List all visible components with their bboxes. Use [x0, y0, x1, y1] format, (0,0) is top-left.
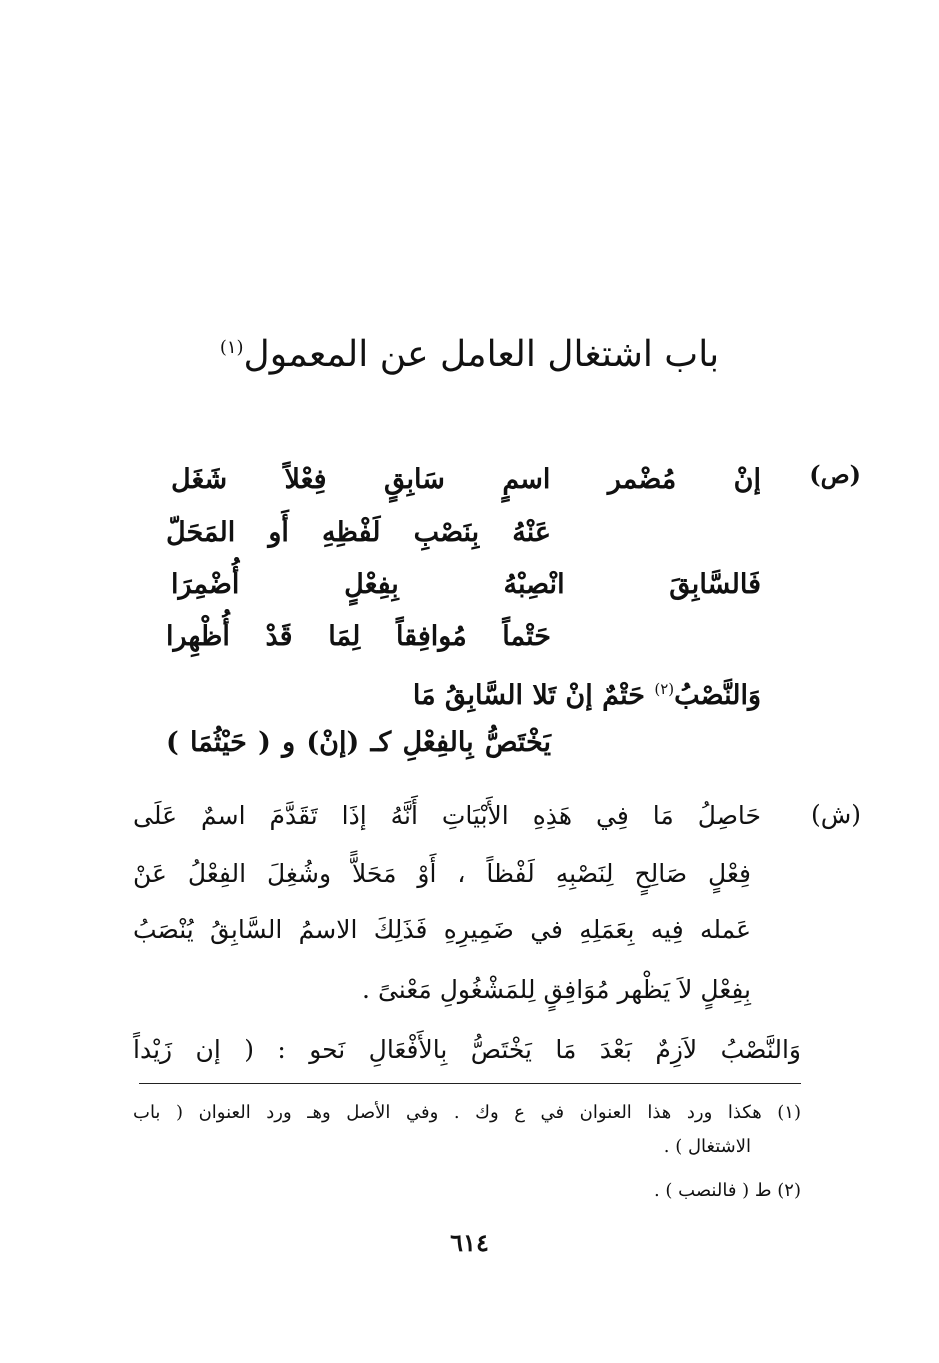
verse-marker: (ص) [809, 460, 861, 489]
verse-line-4: حَتْماً مُوافِقاً لِمَا قَدْ أُظْهِرا [166, 621, 551, 652]
commentary-line-5: وَالنَّصْبُ لاَزِمٌ بَعْدَ مَا يَخْتَصُّ بِالأَفْعَالِ نَحو : ( إن زَيْداً [133, 1035, 801, 1064]
footnote-1-continued: الاشتغال ) . [663, 1136, 751, 1157]
chapter-title-footnote-ref: (١) [219, 337, 244, 358]
commentary-line-2: فِعْلٍ صَالِحٍ لِنَصْبِهِ لَفْظاً ، أَوْ مَحَلاًّ وشُغِلَ الفِعْلُ عَنْ [133, 859, 751, 888]
verse-line-5-start: وَالنَّصْبُ [674, 680, 761, 711]
verse-line-6: يَخْتَصُّ بِالفِعْلِ كـ (إنْ) و ( حَيْثُمَا ) [166, 727, 551, 758]
verse-line-2: عَنْهُ بِنَصْبِ لَفْظِهِ أَو المَحَلّ [166, 517, 551, 548]
footnote-divider [139, 1083, 801, 1084]
verse-line-5 [171, 664, 761, 714]
commentary-line-1: حَاصِلُ مَا فِي هَذِهِ الأَبْيَاتِ أَنَّهُ إذَا تَقَدَّمَ اسمٌ عَلَى [133, 801, 761, 830]
chapter-title-text: باب اشتغال العامل عن المعمول [243, 334, 720, 375]
verse-line-1: إنْ مُضْمر اسمٍ سَابِقٍ فِعْلاً شَغَل [171, 464, 761, 495]
commentary-line-4: بِفِعْلٍ لاَ يَظْهر مُوَافِقٍ لِلمَشْغُولِ مَعْنىً . [362, 975, 751, 1004]
chapter-title [0, 318, 939, 385]
footnote-2: (٢) ط ( فالنصب ) . [653, 1180, 801, 1201]
commentary-marker: (ش) [810, 800, 861, 829]
verse-line-5-end: حَتْمٌ إنْ تَلا السَّابِقُ مَا [412, 680, 645, 711]
footnote-1: (١) هكذا ورد هذا العنوان في ع وك . وفي الأصل وهـ ورد العنوان ( باب [133, 1102, 801, 1123]
verse-footnote-ref: (٢) [654, 680, 675, 698]
verse-line-3: فَالسَّابِقَ انْصِبْهُ بِفِعْلٍ أُضْمِرَا [171, 569, 761, 600]
commentary-line-3: عَمله فِيه بِعَمَلِهِ في ضَمِيرِهِ فَذَلِكَ الاسمُ السَّابِقُ يُنْصَبُ [133, 915, 751, 944]
page-number: ٦١٤ [450, 1228, 489, 1257]
